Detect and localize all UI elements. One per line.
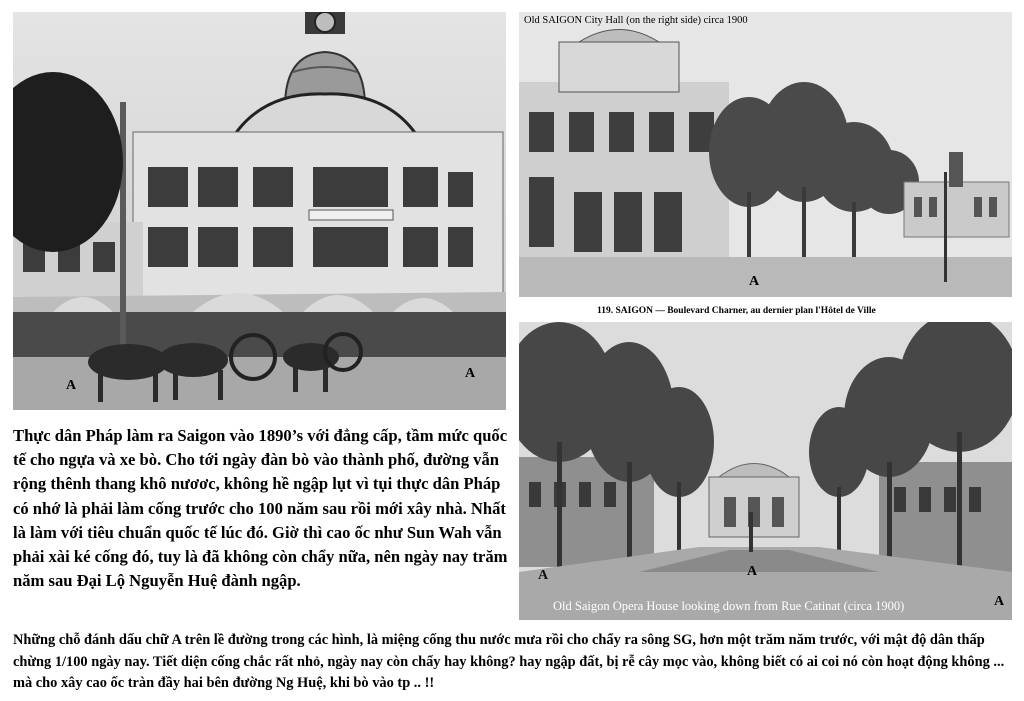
photo-2-caption-top: Old SAIGON City Hall (on the right side) circa 1900 — [524, 15, 748, 26]
drain-marker-a: A — [538, 568, 549, 583]
photo-2-illustration — [519, 12, 1012, 320]
photo-opera-house-rue-catinat — [519, 322, 1012, 620]
photo-grands-magasins-charner — [13, 12, 506, 410]
photo-3-illustration — [519, 322, 1012, 620]
drain-marker-a: A — [66, 378, 77, 393]
photo-2-caption-bottom: 119. SAIGON — Boulevard Charner, au dernier plan l'Hôtel de Ville — [597, 306, 876, 316]
drain-marker-a: A — [994, 594, 1005, 609]
footer-paragraph: Những chỗ đánh dấu chữ A trên lề đường trong các hình, là miệng cống thu nước mưa rồi cho chẩy ra sông SG, hơn một trăm năm trước, với mật độ dân thấp chừng 1/100 ngày nay. Tiết diện cống chắc rất nhỏ, ngày nay còn chẩy hay không? hay ngập đất, bị rễ cây mọc vào, không biết có ai coi nó còn hoạt động không ... mà cho xây cao ốc tràn đầy hai bên đường Ng Huệ, khi bò vào tp .. !! — [13, 632, 1005, 691]
main-paragraph: Thực dân Pháp làm ra Saigon vào 1890’s với đẳng cấp, tầm mức quốc tế cho ngựa và xe bò. Cho tới ngày đàn bò vào thành phố, đường vẫn rộng thênh thang khô nươơc, không hề ngập lụt vì tụi thực dân Pháp có nhớ là phải làm cống trước cho 100 năm sau rồi mới xây nhà. Nhất là làm với tiêu chuẩn quốc tế lúc đó. Giờ thì cao ốc như Sun Wah vẫn phải xài ké cống đó, tuy là đã không còn chẩy nữa, nên ngày nay trăm năm sau Đại Lộ Nguyễn Huệ đành ngập. — [13, 426, 508, 591]
drain-marker-a: A — [747, 564, 758, 579]
drain-marker-a: A — [465, 366, 476, 381]
photo-3-caption: Old Saigon Opera House looking down from Rue Catinat (circa 1900) — [553, 599, 905, 613]
photo-city-hall-boulevard-charner — [519, 12, 1012, 320]
photo-1-illustration — [13, 12, 506, 410]
drain-marker-a: A — [749, 274, 760, 289]
